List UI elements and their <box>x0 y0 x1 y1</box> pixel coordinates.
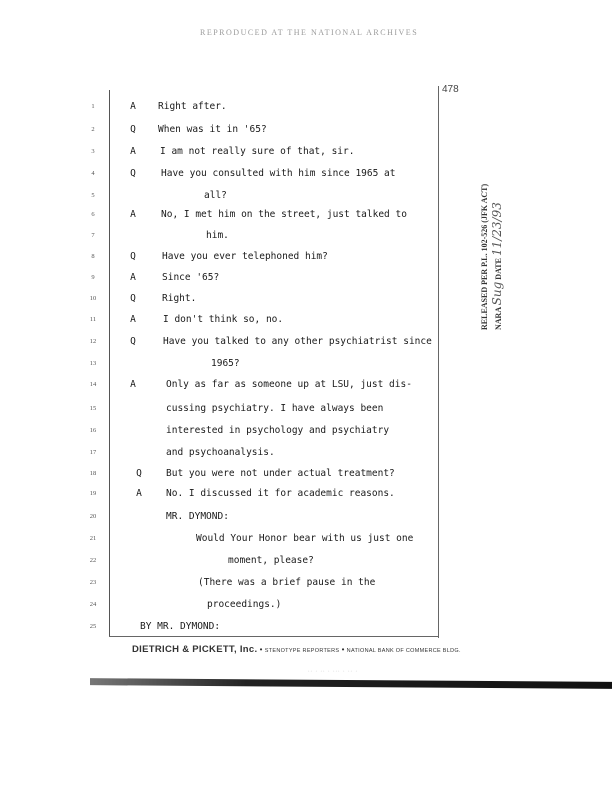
line-text: But you were not under actual treatment? <box>166 468 395 479</box>
line-number: 12 <box>89 338 97 345</box>
transcript-line <box>0 247 450 267</box>
line-text: cussing psychiatry. I have always been <box>166 403 384 414</box>
reporter-footer <box>132 644 461 655</box>
release-stamp-signature: Sug <box>490 281 504 306</box>
transcript-line <box>0 97 450 117</box>
line-text: and psychoanalysis. <box>166 447 275 458</box>
speaker-label: A <box>130 101 136 112</box>
line-text: No, I met him on the street, just talked to <box>161 209 407 220</box>
release-stamp-agency: NARA <box>494 307 503 330</box>
archive-header-stamp: REPRODUCED AT THE NATIONAL ARCHIVES <box>200 28 419 37</box>
line-number: 15 <box>89 405 97 412</box>
line-text: him. <box>206 230 229 241</box>
line-text: Have you talked to any other psychiatrist since <box>163 336 432 347</box>
line-number: 16 <box>89 427 97 434</box>
speaker-heading: MR. DYMOND: <box>166 511 229 522</box>
line-text: all? <box>204 190 227 201</box>
line-number: 8 <box>91 253 95 260</box>
line-number: 3 <box>91 148 95 155</box>
transcript-line <box>0 529 450 549</box>
speaker-label: A <box>130 379 136 390</box>
line-text: When was it in '65? <box>158 124 267 135</box>
line-number: 18 <box>89 470 97 477</box>
line-number: 6 <box>91 211 95 218</box>
line-text: I am not really sure of that, sir. <box>160 146 355 157</box>
line-text: proceedings.) <box>207 599 282 610</box>
speaker-label: Q <box>130 168 136 179</box>
line-number: 7 <box>91 232 95 239</box>
speaker-label: Q <box>130 336 136 347</box>
line-text: interested in psychology and psychiatry <box>166 425 390 436</box>
line-number: 11 <box>89 316 97 323</box>
speaker-label: Q <box>130 293 136 304</box>
speaker-label: A <box>130 146 136 157</box>
speaker-label: A <box>130 314 136 325</box>
speaker-label: A <box>130 272 136 283</box>
line-text: Would Your Honor bear with us just one <box>196 533 414 544</box>
line-text: Have you consulted with him since 1965 at <box>161 168 396 179</box>
line-text: (There was a brief pause in the <box>198 577 376 588</box>
transcript-line <box>0 399 450 419</box>
speaker-label: Q <box>130 251 136 262</box>
transcript-line <box>0 507 450 527</box>
line-number: 9 <box>91 274 95 281</box>
transcript-line <box>0 421 450 441</box>
transcript-line <box>0 164 450 184</box>
transcript-line <box>0 120 450 140</box>
transcript-line <box>0 186 450 206</box>
line-number: 20 <box>89 513 97 520</box>
transcript-line <box>0 268 450 288</box>
footer-separator: • <box>341 645 345 654</box>
transcript-line <box>0 595 450 615</box>
footer-location: NATIONAL BANK OF COMMERCE BLDG. <box>346 648 461 654</box>
line-text: No. I discussed it for academic reasons. <box>166 488 395 499</box>
line-number: 19 <box>89 490 97 497</box>
release-stamp-line1: RELEASED PER P.L. 102-526 (JFK ACT) <box>480 183 489 330</box>
line-number: 10 <box>89 295 97 302</box>
speaker-label: Q <box>136 468 142 479</box>
release-stamp-date: 11/23/93 <box>490 202 504 257</box>
footer-separator: • <box>259 645 263 654</box>
transcript-line <box>0 464 450 484</box>
line-number: 23 <box>89 579 97 586</box>
transcript-line <box>0 551 450 571</box>
page-number: 478 <box>442 84 459 95</box>
transcript-line <box>0 375 450 395</box>
line-number: 14 <box>89 381 97 388</box>
transcript-line <box>0 226 450 246</box>
scan-edge-shadow <box>90 678 612 689</box>
transcript-line <box>0 617 450 637</box>
transcript-line <box>0 142 450 162</box>
line-text: Since '65? <box>162 272 220 283</box>
questioner-heading: BY MR. DYMOND: <box>140 621 221 632</box>
speaker-label: Q <box>130 124 136 135</box>
transcript-line <box>0 205 450 225</box>
line-text: Right. <box>162 293 197 304</box>
footer-firm: DIETRICH & PICKETT, Inc. <box>132 644 258 655</box>
transcript-line <box>0 310 450 330</box>
line-number: 1 <box>91 103 95 110</box>
line-text: I don't think so, no. <box>163 314 284 325</box>
transcript-line <box>0 443 450 463</box>
transcript-line <box>0 332 450 352</box>
line-number: 13 <box>89 360 97 367</box>
line-number: 2 <box>91 126 95 133</box>
scan-smudge: ∙∙ ∙ ∙∙ ∙ ∙∙∙ ∙ ∙∙ ∙ <box>308 669 358 675</box>
transcript-line <box>0 484 450 504</box>
line-text: 1965? <box>211 358 240 369</box>
line-number: 4 <box>91 170 95 177</box>
line-number: 25 <box>89 623 97 630</box>
release-stamp <box>478 140 528 330</box>
transcript-line <box>0 354 450 374</box>
line-text: Only as far as someone up at LSU, just dis- <box>166 379 412 390</box>
line-text: Right after. <box>158 101 227 112</box>
speaker-label: A <box>136 488 142 499</box>
line-number: 24 <box>89 601 97 608</box>
line-number: 22 <box>89 557 97 564</box>
release-stamp-date-label: DATE <box>494 258 503 280</box>
transcript-line <box>0 573 450 593</box>
line-number: 5 <box>91 192 95 199</box>
line-number: 17 <box>89 449 97 456</box>
line-text: moment, please? <box>228 555 314 566</box>
line-number: 21 <box>89 535 97 542</box>
footer-service: STENOTYPE REPORTERS <box>264 648 340 654</box>
transcript-line <box>0 289 450 309</box>
speaker-label: A <box>130 209 136 220</box>
line-text: Have you ever telephoned him? <box>162 251 328 262</box>
